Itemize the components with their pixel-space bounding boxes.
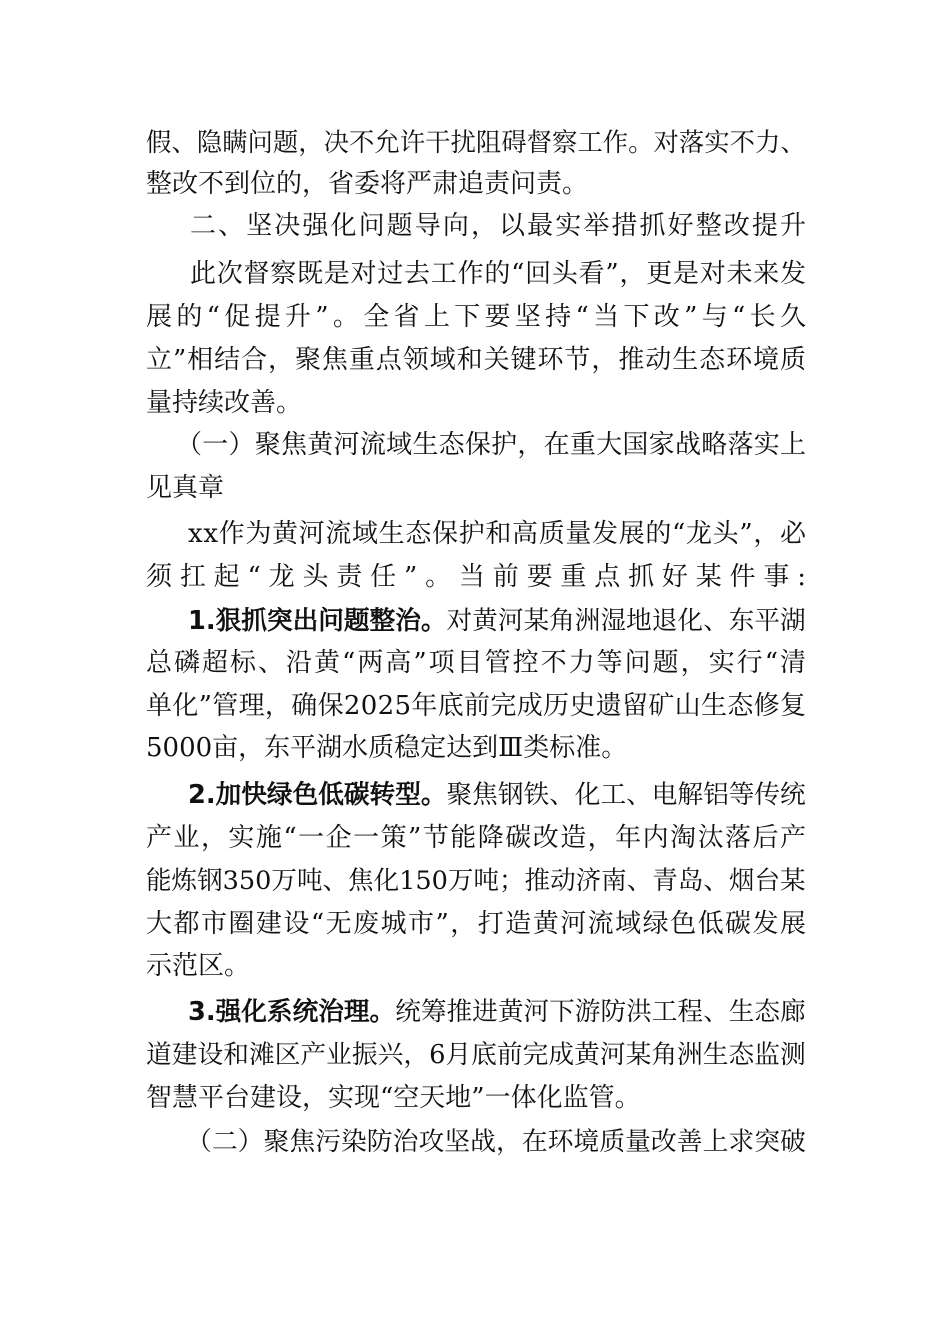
line-text: 聚焦钢铁、化工、电解铝等传统: [446, 780, 806, 810]
paragraph-line: [146, 643, 806, 683]
section-heading-text: 二、坚决强化问题导向，以最实举措抓好整改提升: [190, 211, 809, 241]
paragraph-line: [146, 557, 814, 597]
subsection-heading: [186, 1122, 806, 1162]
line-text: 整改不到位的，省委将严肃追责问责。: [146, 169, 589, 199]
subsection-heading: [146, 468, 806, 508]
paragraph-line: [146, 340, 806, 380]
line-text: 对黄河某角洲湿地退化、东平湖: [446, 606, 806, 636]
line-text: 统筹推进黄河下游防洪工程、生态廊: [395, 997, 806, 1027]
task-item-heading: 1.狠抓突出问题整治。: [188, 606, 447, 636]
line-text: 道建设和滩区产业振兴，6月底前完成黄河某角洲生态监测: [146, 1040, 806, 1070]
paragraph-line: [146, 297, 811, 337]
task-item-line: [188, 601, 806, 641]
line-text: 智慧平台建设，实现“空天地”一体化监管。: [146, 1083, 641, 1113]
line-text: 产业，实施“一企一策”节能降碳改造，年内淘汰落后产: [146, 823, 808, 853]
paragraph-line: [146, 946, 806, 986]
line-text: 总磷超标、沿黄“两高”项目管控不力等问题，实行“清: [146, 648, 808, 678]
line-text: 假、隐瞒问题，决不允许干扰阻碍督察工作。对落实不力、: [146, 127, 806, 157]
paragraph-line: [146, 904, 806, 944]
paragraph-line: [190, 254, 806, 294]
task-item-line: [188, 992, 806, 1032]
line-text: 展的“促提升”。全省上下要坚持“当下改”与“长久: [146, 302, 811, 332]
subsection-heading: [176, 425, 806, 465]
task-item-heading: 2.加快绿色低碳转型。: [188, 780, 447, 810]
line-text: 立”相结合，聚焦重点领域和关键环节，推动生态环境质: [146, 345, 807, 375]
section-heading: [190, 206, 809, 246]
line-text: 能炼钢350万吨、焦化150万吨；推动济南、青岛、烟台某: [146, 866, 806, 896]
paragraph-line: [146, 1078, 806, 1118]
task-item-line: [188, 775, 806, 815]
line-text: 示范区。: [146, 951, 251, 981]
line-text: 量持续改善。: [146, 388, 303, 418]
paragraph-line: [146, 383, 806, 423]
paragraph-line: [146, 164, 806, 204]
line-text: 单化”管理，确保2025年底前完成历史遗留矿山生态修复: [146, 691, 807, 721]
line-text: 大都市圈建设“无废城市”，打造黄河流域绿色低碳发展: [146, 909, 808, 939]
subsection-heading-text: （一）聚焦黄河流域生态保护，在重大国家战略落实上: [176, 430, 807, 460]
paragraph-line: [146, 861, 806, 901]
line-text: 须扛起“龙头责任”。当前要重点抓好某件事:: [146, 562, 814, 592]
paragraph-line: [188, 514, 806, 554]
subsection-heading-text: 见真章: [146, 473, 225, 503]
paragraph-line: [146, 818, 806, 858]
line-text: 此次督察既是对过去工作的“回头看”，更是对未来发: [190, 259, 807, 289]
task-item-heading: 3.强化系统治理。: [188, 997, 396, 1027]
line-text: 5000亩，东平湖水质稳定达到Ⅲ类标准。: [146, 733, 628, 763]
paragraph-line: [146, 728, 806, 768]
paragraph-line: [146, 122, 806, 162]
paragraph-line: [146, 1035, 806, 1075]
subsection-heading-text: （二）聚焦污染防治攻坚战，在环境质量改善上求突破: [186, 1127, 806, 1157]
line-text: xx作为黄河流域生态保护和高质量发展的“龙头”，必: [188, 519, 807, 549]
paragraph-line: [146, 686, 806, 726]
